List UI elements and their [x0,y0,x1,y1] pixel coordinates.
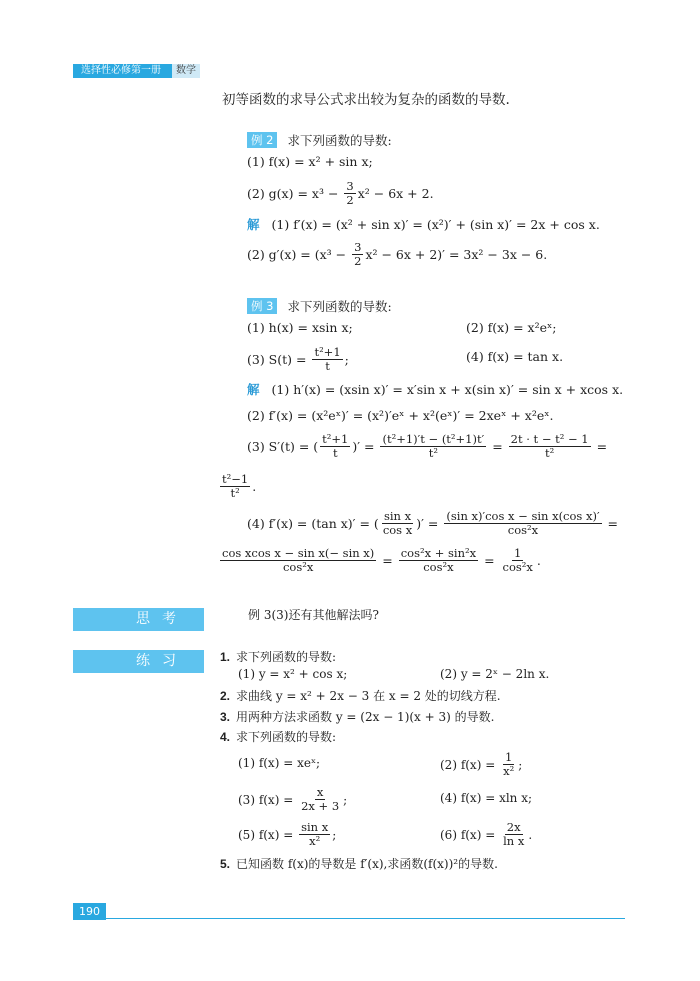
fraction [444,510,601,537]
denominator: x² [503,764,515,778]
practice-4-4 [440,791,532,805]
example-3-q4 [466,349,563,364]
math-text: 求曲线 y = x² + 2x − 3 在 x = 2 处的切线方程. [236,689,501,703]
example-3-solution-2 [247,408,554,423]
fraction [501,821,526,848]
numerator: cos xcos x − sin x(− sin x) [222,546,375,560]
denominator: cos x [382,523,413,537]
math-text: = [603,516,619,531]
example-3-heading [247,297,392,315]
math-text: ; [332,827,337,842]
intro-text: 初等函数的求导公式求出较为复杂的函数的导数. [222,92,510,108]
example-3-solution-3a [247,433,607,460]
denominator: 2x + 3 [301,799,340,813]
solution-1-math [272,217,600,232]
fraction [299,786,341,813]
denominator: t [332,446,338,460]
math-text: (3) S(t) = [247,352,311,367]
math-text: (2) g′(x) = (x³ − [247,247,351,262]
fraction [220,473,250,500]
example-prompt: 求下列函数的导数: [287,133,392,148]
item-number: 1. [220,649,231,664]
math-text: (1) y = x² + cos x; [238,667,348,681]
fraction [501,547,535,574]
solution-label: 解 [247,217,260,232]
practice-4-1 [238,756,320,770]
math-text: )′ = [352,439,379,454]
math-text: (2) f(x) = x²eˣ; [466,320,557,335]
item-text [236,708,494,725]
denominator: cos²x [507,523,539,537]
math-text: (1) h′(x) = (xsin x)′ = x′sin x + x(sin x)′ = sin x + xcos x. [271,381,624,397]
math-text: (4) f′(x) = (tan x)′ = ( [247,516,379,531]
math-text: (2) f(x) = [440,757,500,772]
example-3-solution-4b [218,547,541,574]
fraction [320,433,350,460]
math-text: = [378,553,397,568]
denominator: cos²x [502,560,533,574]
example-2-solution-2 [247,241,547,268]
math-text: = [488,439,507,454]
math-text: (4) f(x) = xln x; [440,791,533,805]
numerator: t²+1 [322,432,349,446]
practice-4-3 [238,786,347,813]
math-text: 求下列函数的导数: [236,730,337,744]
example-3-q3 [247,346,349,373]
practice-4-5 [238,821,336,848]
fraction [312,346,342,373]
item-number: 3. [220,709,231,724]
practice-4-6 [440,821,532,848]
item-text [236,728,336,745]
math-text: . [536,553,541,568]
numerator: 1 [514,546,522,560]
numerator: 1 [504,750,513,764]
math-text: (1) h(x) = xsin x; [247,320,353,335]
page-number: 190 [73,903,106,920]
denominator: t² [545,446,555,460]
fraction [299,821,330,848]
numerator: 2x [506,820,521,834]
example-3-q1 [247,320,353,335]
solution-1-math [272,382,624,397]
denominator: t² [230,486,240,500]
numerator: 3 [346,179,354,193]
denominator: cos²x [423,560,454,574]
item-number: 5. [220,856,231,871]
item-number: 4. [220,729,231,744]
math-text: (5) f(x) = [238,827,298,842]
denominator: 2 [354,254,362,268]
denominator: cos²x [282,560,314,574]
math-text: (4) f(x) = tan x. [466,349,564,364]
think-section-label: 思考 [73,608,204,631]
math-text: x² − 6x + 2)′ = 3x² − 3x − 6. [365,247,548,262]
example-2-q2 [247,180,434,207]
example-2-solution-1 [247,215,600,233]
math-text: ; [344,352,349,367]
practice-4-2 [440,751,522,778]
example-3-solution-1 [247,380,623,398]
example-3-q2 [466,320,557,335]
math-text: (2) y = 2ˣ − 2ln x. [440,667,550,681]
denominator: x² [309,834,321,848]
think-question: 例 3(3)还有其他解法吗? [248,608,379,622]
example-3-solution-3b [218,473,256,500]
math-text: (1) f′(x) = (x² + sin x)′ = (x²)′ + (sin x)′ = 2x + cos x. [271,216,600,232]
math-text: ; [518,757,523,772]
item-text [236,855,498,872]
item-number: 2. [220,688,231,703]
numerator: sin x [383,509,412,523]
math-text: = [592,439,608,454]
math-text: . [528,827,533,842]
book-title: 选择性必修第一册 [73,64,172,78]
footer-rule [106,918,625,919]
practice-3 [220,708,494,725]
numerator: (t²+1)′t − (t²+1)t′ [382,432,485,446]
fraction [344,180,355,207]
numerator: 2t · t − t² − 1 [510,432,589,446]
example-label: 例 2 [247,132,277,148]
fraction [352,241,363,268]
numerator: t²−1 [222,472,249,486]
solution-label: 解 [247,382,260,397]
practice-2 [220,687,501,704]
example-2-heading [247,131,392,149]
math-text: 求下列函数的导数: [236,650,337,664]
example-3-solution-4a [247,510,618,537]
numerator: cos²x + sin²x [400,546,477,560]
denominator: ln x [503,834,525,848]
fraction [509,433,591,460]
fraction [501,751,516,778]
math-text: (2) f′(x) = (x²eˣ)′ = (x²)′eˣ + x²(eˣ)′ = 2xeˣ + x²eˣ. [247,408,554,423]
denominator: t² [428,446,438,460]
fraction [381,510,414,537]
practice-1a [238,667,347,681]
example-label: 例 3 [247,298,277,314]
denominator: t [325,359,330,373]
practice-1b [440,667,549,681]
practice-1 [220,648,336,665]
math-text: 用两种方法求函数 y = (2x − 1)(x + 3) 的导数. [236,710,495,724]
practice-section-label: 练习 [73,650,204,673]
subject-label: 数学 [172,64,200,78]
math-text: (3) S′(t) = ( [247,439,319,454]
example-prompt: 求下列函数的导数: [287,299,392,314]
fraction [220,547,376,574]
running-header [73,64,200,78]
math-text: = [480,553,499,568]
numerator: x [316,785,324,799]
fraction [399,547,478,574]
practice-5 [220,855,498,872]
item-text [236,648,336,665]
example-2-q1 [247,154,373,169]
math-text: (3) f(x) = [238,792,298,807]
math-text: (1) f(x) = xeˣ; [238,756,321,770]
math-text: x² − 6x + 2. [357,186,434,201]
denominator: 2 [346,193,354,207]
numerator: sin x [301,820,329,834]
numerator: (sin x)′cos x − sin x(cos x)′ [446,509,600,523]
math-text: . [252,479,257,494]
math-text: )′ = [416,516,443,531]
math-text: ; [343,792,348,807]
numerator: 3 [354,240,362,254]
math-text: (2) g(x) = x³ − [247,186,343,201]
math-text: (6) f(x) = [440,827,500,842]
fraction [380,433,486,460]
numerator: t²+1 [314,345,341,359]
practice-4 [220,728,336,745]
math-text: 已知函数 f(x)的导数是 f′(x),求函数(f(x))²的导数. [236,857,498,871]
item-text [236,687,501,704]
math-text: (1) f(x) = x² + sin x; [247,154,373,169]
